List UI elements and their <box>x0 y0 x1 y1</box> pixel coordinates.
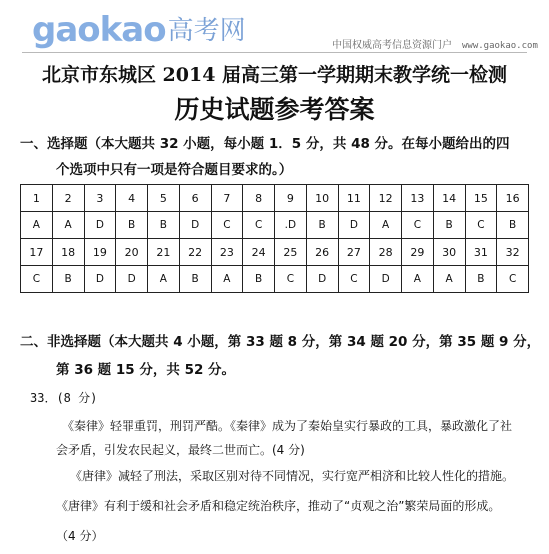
question-33-para1: 《秦律》轻罪重罚，刑罚严酷。《秦律》成为了秦始皇实行暴政的工具，暴政激化了社 <box>62 419 513 433</box>
question-number-cell: 8 <box>243 185 275 212</box>
question-number-cell: 19 <box>84 239 116 266</box>
answer-cell: D <box>84 266 116 293</box>
section2-heading-line1: 二、非选择题（本大题共 4 小题，第 33 题 8 分，第 34 题 20 分，第 35 题 9 分， <box>20 334 541 350</box>
header-divider <box>22 52 527 53</box>
site-tagline <box>332 36 538 51</box>
table-row-answers <box>21 212 529 239</box>
document-title: 北京市东城区 2014 届高三第一学期期末教学统一检测 <box>41 64 508 86</box>
question-number-cell: 1 <box>21 185 53 212</box>
answer-cell: D <box>84 212 116 239</box>
answer-cell: D <box>116 266 148 293</box>
answer-cell: B <box>116 212 148 239</box>
page-header <box>0 0 549 62</box>
section2-heading-line2: 第 36 题 15 分，共 52 分。 <box>56 362 236 378</box>
question-number-cell: 9 <box>275 185 307 212</box>
answer-cell: D <box>306 266 338 293</box>
question-33-para3: 《唐律》减轻了刑法，采取区别对待不同情况，实行宽严相济和比较人性化的措施。 <box>70 469 515 483</box>
site-name: 中国权威高考信息资源门户 <box>332 40 452 51</box>
logo-latin-text: gaokao <box>32 10 166 50</box>
question-number-cell: 25 <box>275 239 307 266</box>
document-subtitle: 历史试题参考答案 <box>174 95 375 124</box>
gaokao-logo[interactable] <box>32 10 246 51</box>
site-url[interactable]: www.gaokao.com <box>462 41 538 51</box>
answer-cell: B <box>306 212 338 239</box>
question-number-cell: 14 <box>433 185 465 212</box>
question-33-para4: 《唐律》有利于缓和社会矛盾和稳定统治秩序，推动了“贞观之治”繁荣局面的形成。 <box>56 499 501 513</box>
question-number-cell: 23 <box>211 239 243 266</box>
answer-cell: D <box>370 266 402 293</box>
answer-cell: A <box>433 266 465 293</box>
question-number-cell: 12 <box>370 185 402 212</box>
question-number-cell: 3 <box>84 185 116 212</box>
answer-cell: A <box>52 212 84 239</box>
answer-cell: C <box>402 212 434 239</box>
question-33-label: 33．(8 分) <box>30 391 98 405</box>
answer-cell: A <box>370 212 402 239</box>
answer-cell: B <box>243 266 275 293</box>
question-number-cell: 5 <box>148 185 180 212</box>
answer-cell: D <box>179 212 211 239</box>
question-33-para5: （4 分） <box>56 529 104 543</box>
table-row-answers <box>21 266 529 293</box>
answer-cell: C <box>243 212 275 239</box>
answer-cell: B <box>465 266 497 293</box>
answer-cell: C <box>211 212 243 239</box>
answer-table <box>20 184 529 293</box>
question-number-cell: 7 <box>211 185 243 212</box>
answer-cell: B <box>52 266 84 293</box>
question-number-cell: 13 <box>402 185 434 212</box>
question-number-cell: 28 <box>370 239 402 266</box>
answer-cell: B <box>433 212 465 239</box>
question-number-cell: 10 <box>306 185 338 212</box>
answer-cell: C <box>275 266 307 293</box>
question-number-cell: 27 <box>338 239 370 266</box>
question-number-cell: 22 <box>179 239 211 266</box>
question-number-cell: 26 <box>306 239 338 266</box>
question-number-cell: 24 <box>243 239 275 266</box>
answer-cell: C <box>497 266 529 293</box>
question-number-cell: 18 <box>52 239 84 266</box>
table-row-question-numbers <box>21 239 529 266</box>
answer-cell: A <box>21 212 53 239</box>
answer-cell: C <box>338 266 370 293</box>
question-number-cell: 17 <box>21 239 53 266</box>
logo-cjk-text: 高考网 <box>167 16 246 46</box>
answer-cell: C <box>465 212 497 239</box>
table-row-question-numbers <box>21 185 529 212</box>
answer-cell: B <box>179 266 211 293</box>
question-33-para2: 会矛盾，引发农民起义，最终二世而亡。(4 分) <box>56 443 305 457</box>
answer-cell: A <box>402 266 434 293</box>
answer-cell: A <box>211 266 243 293</box>
question-number-cell: 11 <box>338 185 370 212</box>
answer-cell: B <box>497 212 529 239</box>
answer-cell: .D <box>275 212 307 239</box>
question-number-cell: 30 <box>433 239 465 266</box>
question-number-cell: 29 <box>402 239 434 266</box>
answer-cell: A <box>148 266 180 293</box>
answer-cell: D <box>338 212 370 239</box>
question-number-cell: 16 <box>497 185 529 212</box>
question-number-cell: 21 <box>148 239 180 266</box>
question-number-cell: 20 <box>116 239 148 266</box>
section1-heading-line2: 个选项中只有一项是符合题目要求的。） <box>56 162 293 178</box>
question-number-cell: 31 <box>465 239 497 266</box>
section1-heading-line1: 一、选择题（本大题共 32 小题，每小题 1．5 分，共 48 分。在每小题给出的四 <box>20 136 510 152</box>
question-number-cell: 6 <box>179 185 211 212</box>
answer-cell: B <box>148 212 180 239</box>
question-number-cell: 2 <box>52 185 84 212</box>
question-number-cell: 32 <box>497 239 529 266</box>
question-number-cell: 15 <box>465 185 497 212</box>
question-number-cell: 4 <box>116 185 148 212</box>
answer-cell: C <box>21 266 53 293</box>
